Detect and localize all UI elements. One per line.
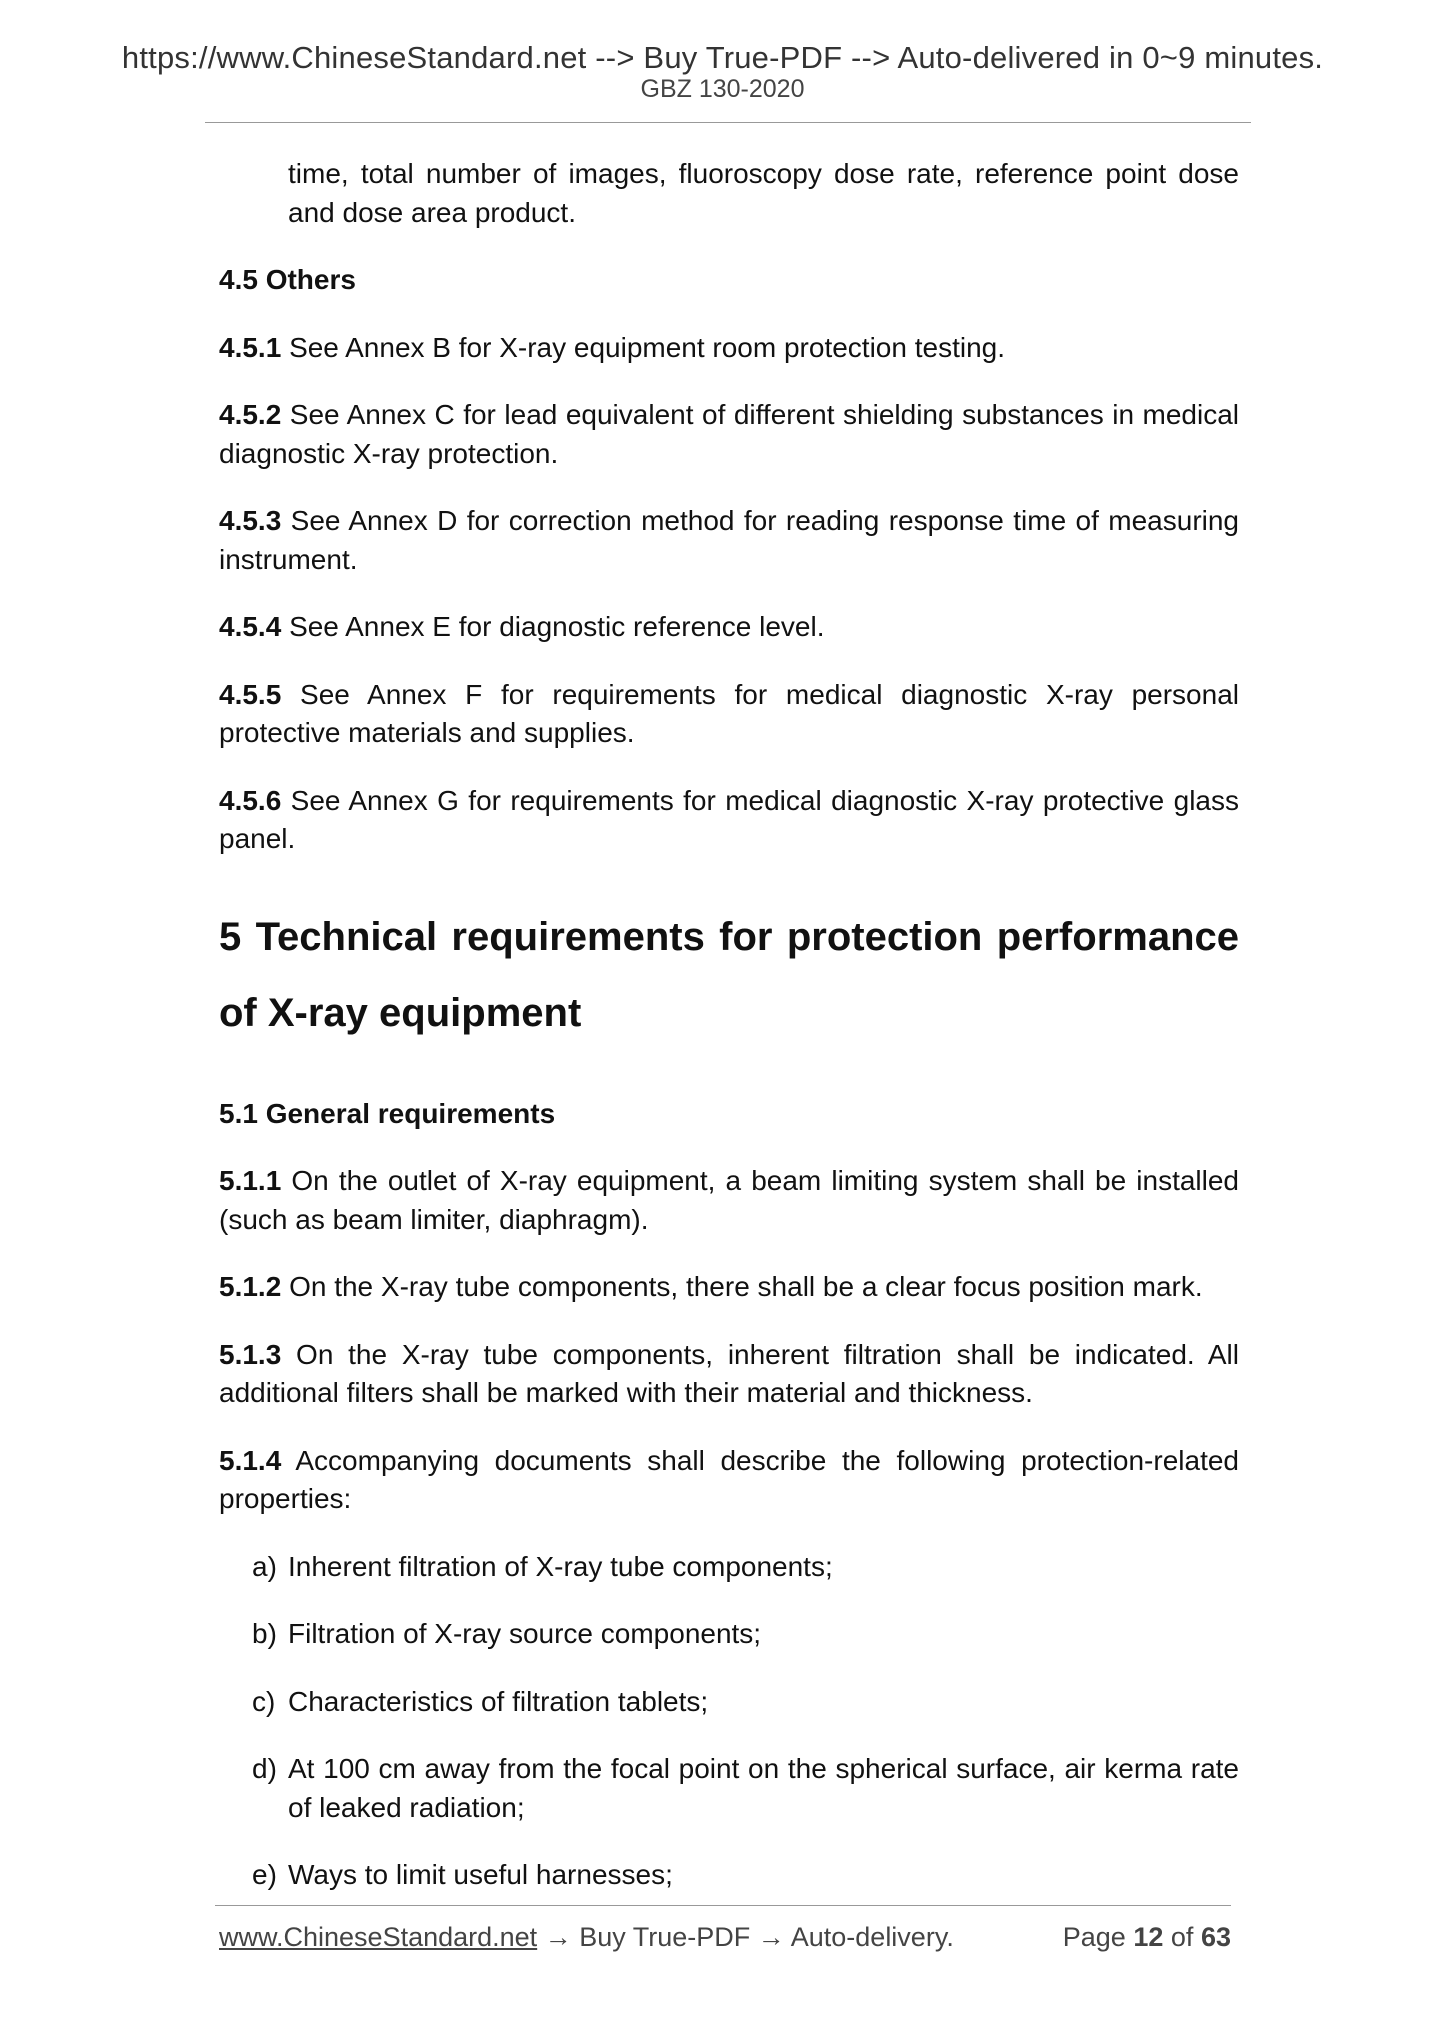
clause-4-5-6 <box>219 782 1239 859</box>
clause-5-1-1 <box>219 1162 1239 1239</box>
clause-4-5-4 <box>219 608 1239 647</box>
page-current: 12 <box>1133 1922 1164 1952</box>
list-item <box>219 1548 1239 1587</box>
clause-number: 5.1.4 <box>219 1444 282 1476</box>
list-item-text: At 100 cm away from the focal point on the spherical surface, air kerma rate of leaked radiation; <box>288 1753 1239 1823</box>
list-marker: d) <box>252 1753 277 1784</box>
document-id: GBZ 130-2020 <box>640 75 805 103</box>
clause-number: 4.5.4 <box>219 611 282 642</box>
list-item <box>219 1683 1239 1722</box>
list-item-text: Filtration of X-ray source components; <box>288 1618 762 1649</box>
clause-4-5-5 <box>219 676 1239 753</box>
clause-text: On the X-ray tube components, there shall be a clear focus position mark. <box>289 1271 1203 1302</box>
list-marker: b) <box>252 1618 277 1649</box>
clause-number: 4.5.1 <box>219 331 282 363</box>
clause-text: On the X-ray tube components, inherent filtration shall be indicated. All additional filters shall be marked with their material and thickness. <box>219 1338 1240 1408</box>
list-item-text: Inherent filtration of X-ray tube components; <box>288 1550 833 1582</box>
section-5-heading: 5 Technical requirements for protection performance of X-ray equipment <box>219 914 1239 1035</box>
footer-tagline: → Buy True-PDF → Auto-delivery. <box>537 1922 954 1952</box>
page-content <box>219 155 1239 1924</box>
clause-4-5-2 <box>219 396 1239 473</box>
page-of-label: of <box>1170 1922 1194 1952</box>
clause-text: See Annex F for requirements for medical diagnostic X-ray personal protective materials and supplies. <box>219 678 1239 748</box>
page-label: Page <box>1062 1922 1126 1952</box>
continuation-paragraph: time, total number of images, fluoroscopy dose rate, reference point dose and dose area product. <box>288 158 1239 228</box>
list-marker: e) <box>252 1859 277 1890</box>
clause-text: See Annex G for requirements for medical diagnostic X-ray protective glass panel. <box>219 784 1239 854</box>
clause-text: See Annex E for diagnostic reference level. <box>289 611 825 642</box>
section-5-1-heading: 5.1 General requirements <box>219 1097 556 1129</box>
list-item-text: Characteristics of filtration tablets; <box>288 1685 709 1717</box>
clause-text: See Annex D for correction method for reading response time of measuring instrument. <box>219 505 1240 575</box>
page-total: 63 <box>1200 1922 1231 1952</box>
list-item <box>219 1615 1239 1654</box>
list-marker: c) <box>252 1685 276 1717</box>
clause-number: 5.1.2 <box>219 1271 282 1302</box>
header-divider <box>205 122 1251 123</box>
clause-5-1-2 <box>219 1268 1239 1307</box>
list-item <box>219 1750 1239 1827</box>
clause-text: On the outlet of X-ray equipment, a beam limiting system shall be installed (such as beam limiter, diaphragm). <box>219 1165 1240 1235</box>
header-banner: https://www.ChineseStandard.net --> Buy True-PDF --> Auto-delivered in 0~9 minutes. <box>121 40 1324 75</box>
page-footer <box>219 1922 1231 1962</box>
list-item-text: Ways to limit useful harnesses; <box>288 1859 673 1890</box>
clause-4-5-1 <box>219 329 1239 368</box>
list-marker: a) <box>252 1550 277 1582</box>
clause-text: See Annex B for X-ray equipment room protection testing. <box>289 331 1006 363</box>
page-indicator <box>1063 1922 1231 1953</box>
clause-5-1-3 <box>219 1336 1239 1413</box>
clause-text: See Annex C for lead equivalent of different shielding substances in medical diagnostic X-ray protection. <box>219 399 1240 469</box>
footer-divider <box>215 1905 1231 1906</box>
clause-number: 4.5.3 <box>219 505 282 536</box>
clause-number: 5.1.1 <box>219 1165 282 1196</box>
clause-number: 4.5.2 <box>219 399 282 430</box>
clause-number: 5.1.3 <box>219 1338 282 1370</box>
list-item <box>219 1856 1239 1895</box>
clause-number: 4.5.6 <box>219 784 282 816</box>
section-4-5-heading: 4.5 Others <box>219 264 356 295</box>
clause-5-1-4 <box>219 1442 1239 1519</box>
clause-text: Accompanying documents shall describe the following protection-related properties: <box>219 1444 1239 1514</box>
clause-4-5-3 <box>219 502 1239 579</box>
clause-number: 4.5.5 <box>219 678 282 710</box>
footer-site-link[interactable]: www.ChineseStandard.net <box>219 1922 538 1952</box>
